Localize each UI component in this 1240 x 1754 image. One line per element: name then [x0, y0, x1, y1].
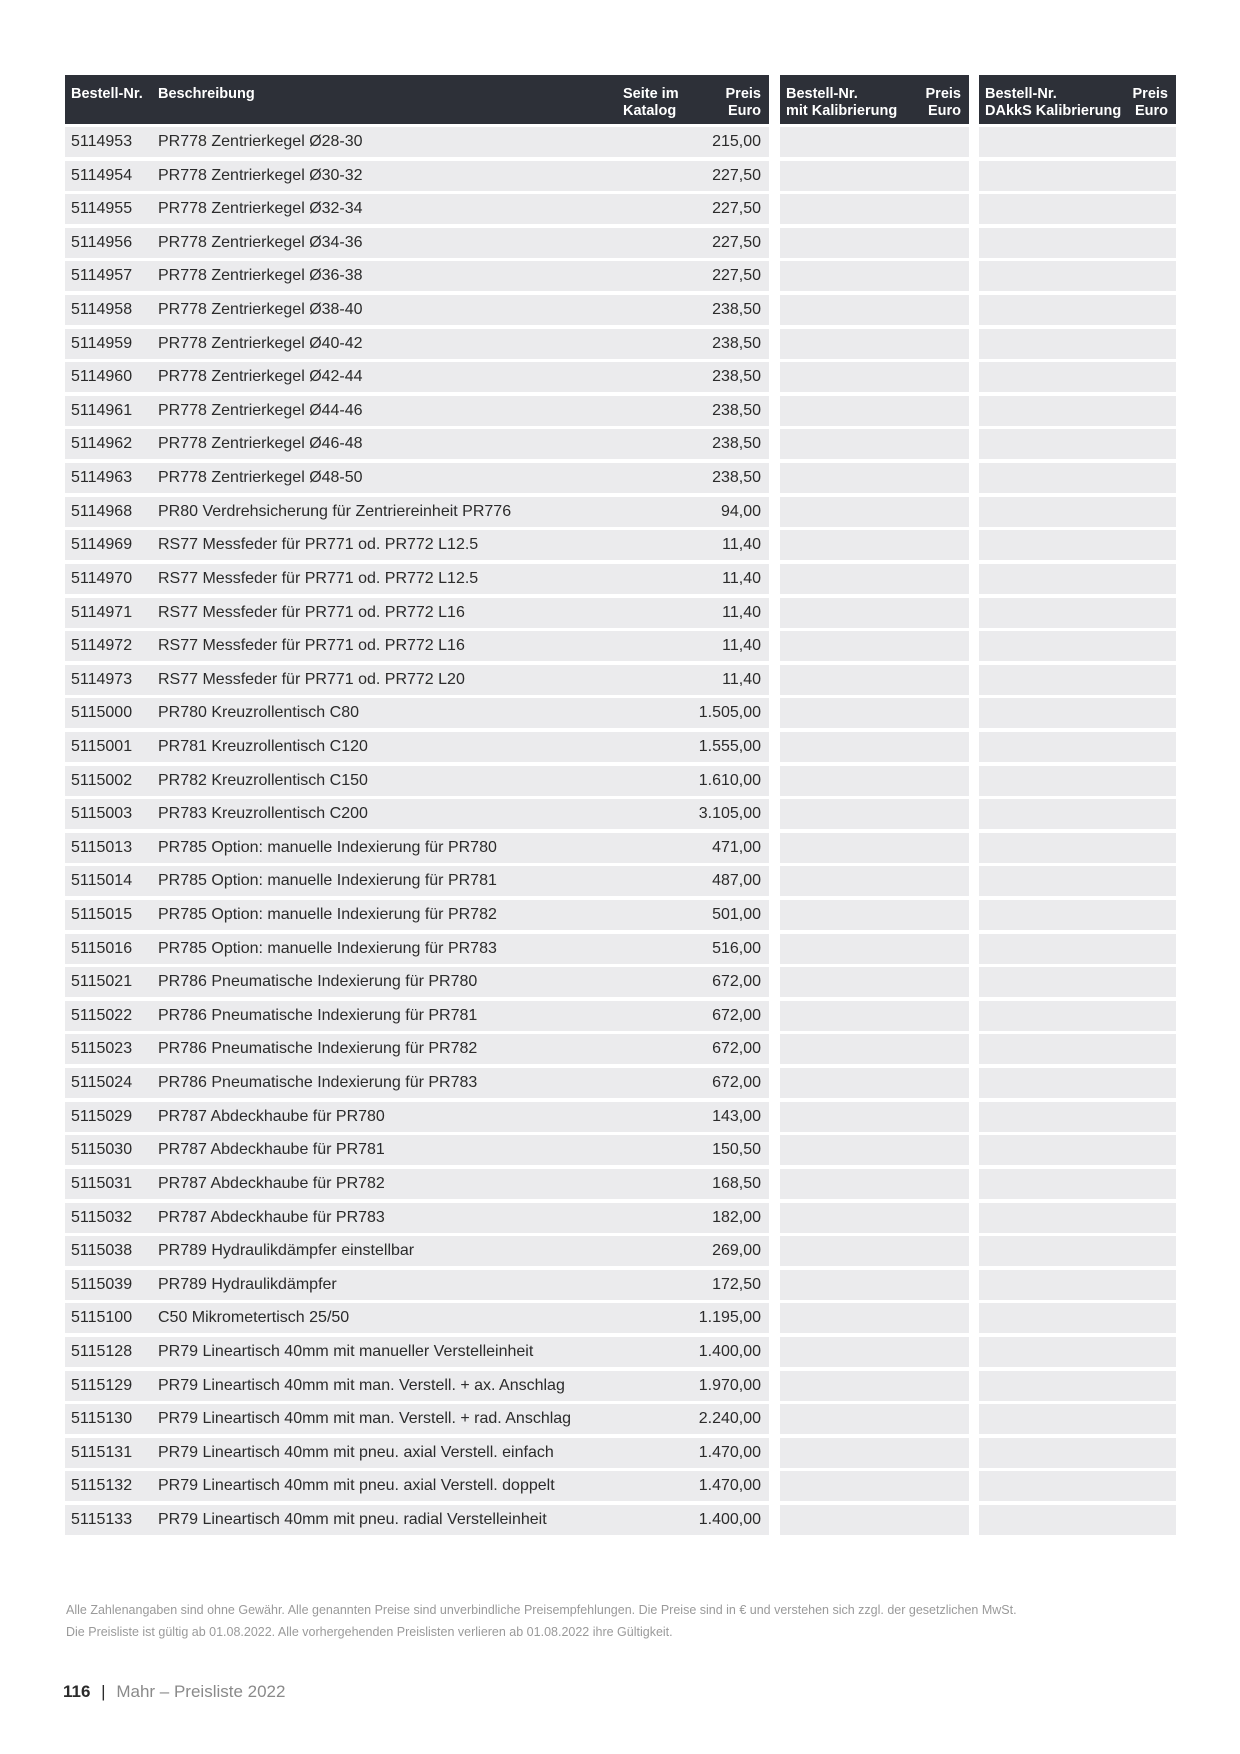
price-table-main: [65, 75, 769, 1539]
description: PR787 Abdeckhaube für PR782: [158, 1174, 385, 1192]
table-row: [65, 564, 769, 594]
table-row: [65, 362, 769, 392]
description: PR789 Hydraulikdämpfer einstellbar: [158, 1242, 415, 1260]
table-row-dakks: [979, 429, 1176, 459]
header-seite-line1: Seite im: [623, 86, 679, 102]
table-row: [65, 1471, 769, 1501]
table-row-kalibrierung: [780, 1068, 969, 1098]
description: PR79 Lineartisch 40mm mit manueller Verstelleinheit: [158, 1342, 534, 1360]
table-row-kalibrierung: [780, 228, 969, 258]
header-preis-line2: Euro: [727, 103, 761, 119]
table-row: [65, 429, 769, 459]
price: 1.470,00: [698, 1477, 761, 1495]
article-number: 5114963: [71, 469, 133, 487]
table-row-dakks: [979, 934, 1176, 964]
table-row-kalibrierung: [780, 127, 969, 157]
price: 11,40: [722, 569, 761, 587]
price: 1.505,00: [698, 704, 761, 722]
header-dakks-bestell-line1: Bestell-Nr.: [985, 86, 1057, 102]
description: PR785 Option: manuelle Indexierung für PR783: [158, 939, 497, 957]
header-seite-katalog: [623, 86, 679, 120]
price: 487,00: [712, 872, 761, 890]
article-number: 5114960: [71, 368, 133, 386]
article-number: 5114956: [71, 233, 133, 251]
article-number: 5114955: [71, 200, 133, 218]
article-number: 5115130: [71, 1410, 133, 1428]
header-bestell-nr: Bestell-Nr.: [71, 86, 143, 102]
description: PR783 Kreuzrollentisch C200: [158, 805, 368, 823]
description: PR778 Zentrierkegel Ø48-50: [158, 469, 363, 487]
article-number: 5114971: [71, 603, 133, 621]
table-row-kalibrierung: [780, 900, 969, 930]
table-row-kalibrierung: [780, 732, 969, 762]
table-row: [65, 1303, 769, 1333]
article-number: 5115031: [71, 1174, 133, 1192]
description: PR79 Lineartisch 40mm mit pneu. radial Verstelleinheit: [158, 1510, 547, 1528]
article-number: 5115133: [71, 1510, 133, 1528]
table-row-kalibrierung: [780, 1270, 969, 1300]
price: 269,00: [712, 1242, 761, 1260]
description: PR787 Abdeckhaube für PR780: [158, 1107, 385, 1125]
table-row: [65, 261, 769, 291]
header-kal-preis-line1: Preis: [925, 86, 961, 102]
table-row-dakks: [979, 698, 1176, 728]
header-dakks-bestell: [985, 86, 1121, 120]
price: 227,50: [712, 166, 761, 184]
table-row-kalibrierung: [780, 1337, 969, 1367]
table-row: [65, 665, 769, 695]
price: 516,00: [712, 939, 761, 957]
table-row-dakks: [979, 1068, 1176, 1098]
page-footer: [63, 1682, 285, 1702]
price: 238,50: [712, 401, 761, 419]
table-row-dakks: [979, 194, 1176, 224]
price: 215,00: [712, 133, 761, 150]
table-row-dakks: [979, 866, 1176, 896]
table-row-kalibrierung: [780, 1169, 969, 1199]
description: PR786 Pneumatische Indexierung für PR783: [158, 1074, 478, 1092]
table-header-kalibrierung: [780, 75, 969, 124]
article-number: 5115032: [71, 1208, 133, 1226]
table-row: [65, 1169, 769, 1199]
article-number: 5115038: [71, 1242, 133, 1260]
description: PR785 Option: manuelle Indexierung für PR781: [158, 872, 497, 890]
table-row: [65, 127, 769, 157]
description: PR780 Kreuzrollentisch C80: [158, 704, 359, 722]
price: 172,50: [712, 1275, 761, 1293]
article-number: 5115015: [71, 906, 133, 924]
table-row-dakks: [979, 1471, 1176, 1501]
table-row-kalibrierung: [780, 429, 969, 459]
table-row-kalibrierung: [780, 799, 969, 829]
table-row: [65, 799, 769, 829]
description: PR785 Option: manuelle Indexierung für PR782: [158, 906, 497, 924]
table-row: [65, 1068, 769, 1098]
table-row: [65, 866, 769, 896]
table-row-dakks: [979, 1135, 1176, 1165]
article-number: 5115021: [71, 973, 133, 991]
table-row-dakks: [979, 1001, 1176, 1031]
table-row: [65, 1203, 769, 1233]
article-number: 5115001: [71, 737, 133, 755]
article-number: 5115100: [71, 1309, 133, 1327]
table-row: [65, 530, 769, 560]
price: 1.400,00: [698, 1510, 761, 1528]
table-row-kalibrierung: [780, 530, 969, 560]
price: 1.970,00: [698, 1376, 761, 1394]
table-row-kalibrierung: [780, 631, 969, 661]
price: 227,50: [712, 233, 761, 251]
header-dakks-preis-line1: Preis: [1132, 86, 1168, 102]
article-number: 5114969: [71, 536, 133, 554]
description: RS77 Messfeder für PR771 od. PR772 L20: [158, 670, 465, 688]
table-row-dakks: [979, 1371, 1176, 1401]
table-row: [65, 698, 769, 728]
table-body-dakks: [979, 127, 1176, 1535]
table-header-main: [65, 75, 769, 124]
header-beschreibung: Beschreibung: [158, 86, 255, 102]
table-row: [65, 463, 769, 493]
header-dakks-bestell-line2: DAkkS Kalibrierung: [985, 103, 1122, 119]
table-row-kalibrierung: [780, 396, 969, 426]
table-row: [65, 194, 769, 224]
price: 11,40: [722, 603, 761, 621]
table-row: [65, 1404, 769, 1434]
article-number: 5115030: [71, 1141, 133, 1159]
table-row-kalibrierung: [780, 1102, 969, 1132]
table-row-kalibrierung: [780, 1001, 969, 1031]
table-row: [65, 1034, 769, 1064]
footnote: [66, 1599, 1176, 1643]
table-row: [65, 396, 769, 426]
description: PR778 Zentrierkegel Ø38-40: [158, 301, 363, 319]
table-row-dakks: [979, 1337, 1176, 1367]
description: PR786 Pneumatische Indexierung für PR780: [158, 973, 478, 991]
header-kal-preis: [926, 86, 961, 120]
table-row-dakks: [979, 766, 1176, 796]
table-row-kalibrierung: [780, 295, 969, 325]
article-number: 5114962: [71, 435, 133, 453]
header-kal-bestell-line2: mit Kalibrierung: [786, 103, 898, 119]
article-number: 5115024: [71, 1074, 133, 1092]
table-row-dakks: [979, 732, 1176, 762]
price: 150,50: [712, 1141, 761, 1159]
table-row-dakks: [979, 329, 1176, 359]
price: 501,00: [712, 906, 761, 924]
description: PR778 Zentrierkegel Ø40-42: [158, 334, 363, 352]
description: PR778 Zentrierkegel Ø42-44: [158, 368, 363, 386]
table-row-kalibrierung: [780, 194, 969, 224]
price: 182,00: [712, 1208, 761, 1226]
description: RS77 Messfeder für PR771 od. PR772 L16: [158, 603, 465, 621]
table-row-dakks: [979, 1203, 1176, 1233]
price-table-dakks: [979, 75, 1176, 1539]
table-row: [65, 1270, 769, 1300]
article-number: 5115132: [71, 1477, 133, 1495]
table-row: [65, 1236, 769, 1266]
description: C50 Mikrometertisch 25/50: [158, 1309, 350, 1327]
table-row-dakks: [979, 1438, 1176, 1468]
table-row-kalibrierung: [780, 1203, 969, 1233]
table-row-dakks: [979, 1303, 1176, 1333]
description: PR778 Zentrierkegel Ø36-38: [158, 267, 363, 285]
article-number: 5114958: [71, 301, 133, 319]
table-row-dakks: [979, 362, 1176, 392]
footnote-line2: Die Preisliste ist gültig ab 01.08.2022. Alle vorhergehenden Preislisten verlieren ab 01.08.2022 ihre Gültigkeit.: [66, 1625, 673, 1639]
description: PR778 Zentrierkegel Ø32-34: [158, 200, 363, 218]
page-title: Mahr – Preisliste 2022: [116, 1682, 286, 1701]
article-number: 5115039: [71, 1275, 133, 1293]
table-row-dakks: [979, 1236, 1176, 1266]
article-number: 5115029: [71, 1107, 133, 1125]
header-kal-bestell: [786, 86, 897, 120]
article-number: 5114970: [71, 569, 133, 587]
price: 238,50: [712, 435, 761, 453]
table-row: [65, 161, 769, 191]
article-number: 5114968: [71, 502, 133, 520]
page-number: 116: [63, 1682, 91, 1701]
table-row-dakks: [979, 1505, 1176, 1535]
table-row: [65, 295, 769, 325]
price: 11,40: [722, 536, 761, 554]
table-row-kalibrierung: [780, 161, 969, 191]
table-row-dakks: [979, 261, 1176, 291]
price: 143,00: [712, 1107, 761, 1125]
table-row: [65, 1102, 769, 1132]
header-seite-line2: Katalog: [623, 103, 677, 119]
article-number: 5115016: [71, 939, 133, 957]
table-row: [65, 732, 769, 762]
table-row-kalibrierung: [780, 463, 969, 493]
table-row: [65, 934, 769, 964]
header-kal-preis-line2: Euro: [927, 103, 961, 119]
price: 238,50: [712, 334, 761, 352]
table-row-kalibrierung: [780, 1303, 969, 1333]
table-row: [65, 497, 769, 527]
article-number: 5115129: [71, 1376, 133, 1394]
description: PR79 Lineartisch 40mm mit pneu. axial Verstell. doppelt: [158, 1477, 555, 1495]
description: PR787 Abdeckhaube für PR781: [158, 1141, 385, 1159]
price: 238,50: [712, 469, 761, 487]
price: 672,00: [712, 1040, 761, 1058]
article-number: 5115131: [71, 1443, 133, 1461]
table-row-dakks: [979, 161, 1176, 191]
table-row-kalibrierung: [780, 1505, 969, 1535]
table-row-kalibrierung: [780, 362, 969, 392]
table-row-kalibrierung: [780, 766, 969, 796]
table-row: [65, 766, 769, 796]
description: PR79 Lineartisch 40mm mit man. Verstell. + rad. Anschlag: [158, 1410, 572, 1428]
description: PR778 Zentrierkegel Ø44-46: [158, 401, 363, 419]
header-kal-bestell-line1: Bestell-Nr.: [786, 86, 858, 102]
table-row-dakks: [979, 228, 1176, 258]
table-row-kalibrierung: [780, 564, 969, 594]
article-number: 5115000: [71, 704, 133, 722]
table-row-dakks: [979, 799, 1176, 829]
table-row: [65, 1337, 769, 1367]
price: 672,00: [712, 1074, 761, 1092]
article-number: 5114972: [71, 637, 133, 655]
price: 94,00: [720, 502, 761, 520]
table-row-kalibrierung: [780, 934, 969, 964]
table-row: [65, 900, 769, 930]
table-row: [65, 1438, 769, 1468]
table-row: [65, 967, 769, 997]
description: PR778 Zentrierkegel Ø28-30: [158, 133, 363, 150]
table-row-dakks: [979, 665, 1176, 695]
description: PR785 Option: manuelle Indexierung für PR780: [158, 838, 497, 856]
article-number: 5114957: [71, 267, 133, 285]
table-row-dakks: [979, 1169, 1176, 1199]
article-number: 5115002: [71, 771, 133, 789]
table-row-dakks: [979, 295, 1176, 325]
price: 1.470,00: [698, 1443, 761, 1461]
table-row-kalibrierung: [780, 665, 969, 695]
table-row-dakks: [979, 463, 1176, 493]
header-dakks-preis-line2: Euro: [1134, 103, 1168, 119]
table-row-dakks: [979, 1404, 1176, 1434]
table-row-kalibrierung: [780, 1404, 969, 1434]
description: PR786 Pneumatische Indexierung für PR781: [158, 1006, 478, 1024]
price: 1.555,00: [698, 737, 761, 755]
table-row-dakks: [979, 1270, 1176, 1300]
table-row-kalibrierung: [780, 261, 969, 291]
price: 672,00: [712, 973, 761, 991]
article-number: 5114954: [71, 166, 133, 184]
table-row: [65, 631, 769, 661]
description: PR79 Lineartisch 40mm mit pneu. axial Verstell. einfach: [158, 1443, 554, 1461]
table-row-kalibrierung: [780, 1371, 969, 1401]
page-separator: |: [101, 1682, 106, 1701]
table-row: [65, 1505, 769, 1535]
article-number: 5115014: [71, 872, 133, 890]
table-row-dakks: [979, 396, 1176, 426]
price: 1.610,00: [698, 771, 761, 789]
price: 2.240,00: [698, 1410, 761, 1428]
table-row-kalibrierung: [780, 833, 969, 863]
price: 238,50: [712, 301, 761, 319]
description: RS77 Messfeder für PR771 od. PR772 L12.5: [158, 536, 479, 554]
table-row-kalibrierung: [780, 1438, 969, 1468]
header-dakks-preis: [1133, 86, 1168, 120]
table-row-dakks: [979, 967, 1176, 997]
table-row: [65, 1371, 769, 1401]
table-row-dakks: [979, 598, 1176, 628]
table-row: [65, 598, 769, 628]
price: 672,00: [712, 1006, 761, 1024]
description: RS77 Messfeder für PR771 od. PR772 L12.5: [158, 569, 479, 587]
table-row-dakks: [979, 900, 1176, 930]
table-row-kalibrierung: [780, 1471, 969, 1501]
header-preis: [726, 86, 761, 120]
table-header-dakks: [979, 75, 1176, 124]
table-row: [65, 1001, 769, 1031]
description: PR80 Verdrehsicherung für Zentriereinheit PR776: [158, 502, 512, 520]
table-row-dakks: [979, 833, 1176, 863]
description: PR778 Zentrierkegel Ø30-32: [158, 166, 363, 184]
table-row: [65, 329, 769, 359]
description: PR79 Lineartisch 40mm mit man. Verstell. + ax. Anschlag: [158, 1376, 565, 1394]
article-number: 5115023: [71, 1040, 133, 1058]
article-number: 5115003: [71, 805, 133, 823]
footnote-line1: Alle Zahlenangaben sind ohne Gewähr. Alle genannten Preise sind unverbindliche Preisempfehlungen. Die Preise sind in € und verstehen sich zzgl. der gesetzlichen MwSt.: [66, 1603, 1017, 1617]
table-row-dakks: [979, 1102, 1176, 1132]
description: PR782 Kreuzrollentisch C150: [158, 771, 368, 789]
description: PR778 Zentrierkegel Ø46-48: [158, 435, 363, 453]
description: PR789 Hydraulikdämpfer: [158, 1275, 337, 1293]
price: 1.195,00: [698, 1309, 761, 1327]
table-row-dakks: [979, 1034, 1176, 1064]
article-number: 5114959: [71, 334, 133, 352]
table-row-kalibrierung: [780, 698, 969, 728]
description: PR787 Abdeckhaube für PR783: [158, 1208, 385, 1226]
table-row-kalibrierung: [780, 497, 969, 527]
article-number: 5115022: [71, 1006, 133, 1024]
description: PR781 Kreuzrollentisch C120: [158, 737, 368, 755]
table-row-kalibrierung: [780, 1135, 969, 1165]
price: 11,40: [722, 670, 761, 688]
table-body-kalibrierung: [780, 127, 969, 1535]
table-row-dakks: [979, 530, 1176, 560]
price: 227,50: [712, 267, 761, 285]
table-row-kalibrierung: [780, 967, 969, 997]
description: PR778 Zentrierkegel Ø34-36: [158, 233, 363, 251]
article-number: 5115128: [71, 1342, 133, 1360]
price-table-kalibrierung: [780, 75, 969, 1539]
price: 1.400,00: [698, 1342, 761, 1360]
table-row-kalibrierung: [780, 1034, 969, 1064]
header-preis-line1: Preis: [725, 86, 761, 102]
table-body-main: [65, 127, 769, 1535]
price: 11,40: [722, 637, 761, 655]
description: RS77 Messfeder für PR771 od. PR772 L16: [158, 637, 465, 655]
table-row: [65, 1135, 769, 1165]
table-row: [65, 833, 769, 863]
article-number: 5114953: [71, 133, 133, 150]
article-number: 5114973: [71, 670, 133, 688]
table-row-dakks: [979, 127, 1176, 157]
article-number: 5114961: [71, 401, 133, 419]
price: 238,50: [712, 368, 761, 386]
table-row-kalibrierung: [780, 329, 969, 359]
table-row-dakks: [979, 564, 1176, 594]
table-row-dakks: [979, 631, 1176, 661]
table-row: [65, 228, 769, 258]
description: PR786 Pneumatische Indexierung für PR782: [158, 1040, 478, 1058]
price: 168,50: [712, 1174, 761, 1192]
table-row-dakks: [979, 497, 1176, 527]
table-row-kalibrierung: [780, 1236, 969, 1266]
price: 3.105,00: [698, 805, 761, 823]
table-row-kalibrierung: [780, 866, 969, 896]
article-number: 5115013: [71, 838, 133, 856]
table-row-kalibrierung: [780, 598, 969, 628]
price: 471,00: [712, 838, 761, 856]
price: 227,50: [712, 200, 761, 218]
